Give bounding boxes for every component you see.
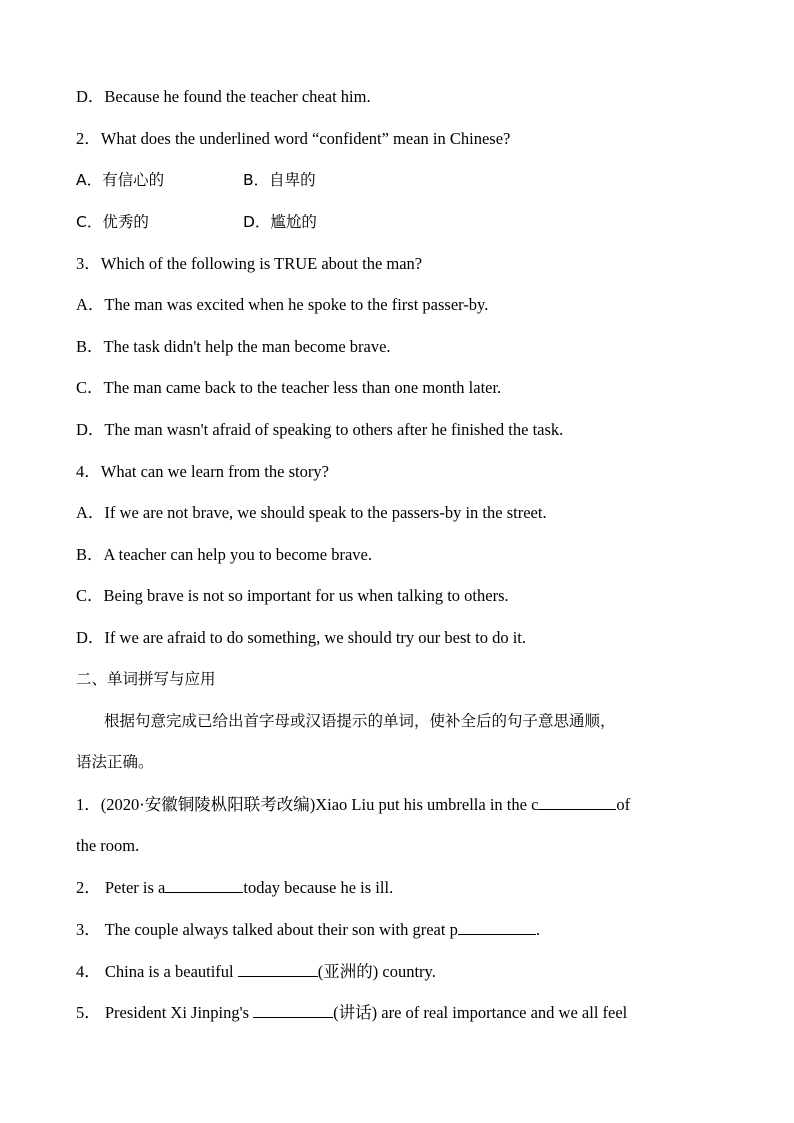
q3-stem: 3．Which of the following is TRUE about the man? — [76, 254, 423, 273]
q4-option-d: D．If we are afraid to do something, we should try our best to do it. — [76, 628, 526, 647]
q4-option-c: C．Being brave is not so important for us when talking to others. — [76, 586, 509, 605]
q3-option-d: D．The man wasn't afraid of speaking to others after he finished the task. — [76, 420, 564, 439]
fill-item-1-blank[interactable] — [538, 793, 616, 810]
section2-instruction-line2: 语法正确。 — [76, 753, 154, 771]
fill-item-5-blank[interactable] — [253, 1001, 333, 1018]
q2-option-b: B．自卑的 — [243, 171, 316, 189]
q3-option-c: C．The man came back to the teacher less than one month later. — [76, 378, 502, 397]
fill-item-3-blank[interactable] — [458, 918, 536, 935]
section2-instruction-line1: 根据句意完成已给出首字母或汉语提示的单词，使补全后的句子意思通顺， — [104, 712, 616, 730]
fill-item-1-continuation: the room. — [76, 836, 140, 855]
q2-option-a: A．有信心的 — [76, 171, 165, 189]
fill-item-4-suffix: (亚洲的) country. — [317, 962, 436, 981]
fill-item-4-blank[interactable] — [238, 960, 318, 977]
fill-item-3 — [76, 918, 718, 941]
fill-item-2-blank[interactable] — [165, 876, 243, 893]
fill-item-2 — [76, 876, 718, 899]
fill-item-2-suffix: today because he is ill. — [243, 878, 394, 897]
q2-option-c: C．优秀的 — [76, 213, 149, 231]
q1-option-d: D．Because he found the teacher cheat him. — [76, 87, 371, 106]
fill-item-1-suffix: of — [616, 795, 631, 814]
fill-item-1-prefix: 1．(2020·安徽铜陵枞阳联考改编)Xiao Liu put his umbrella in the c — [76, 795, 539, 814]
fill-item-4 — [76, 960, 718, 983]
q2-stem: 2．What does the underlined word “confident” mean in Chinese? — [76, 129, 511, 148]
fill-item-5-suffix: (讲话) are of real importance and we all feel — [333, 1003, 628, 1022]
fill-item-3-suffix: . — [535, 920, 540, 939]
fill-item-3-prefix: 3． The couple always talked about their son with great p — [76, 920, 458, 939]
q2-options-row2 — [76, 211, 718, 233]
q3-option-a: A．The man was excited when he spoke to the first passer-by. — [76, 295, 489, 314]
fill-item-5-prefix: 5． President Xi Jinping's — [76, 1003, 254, 1022]
q4-option-b: B．A teacher can help you to become brave. — [76, 545, 372, 564]
fill-item-1 — [76, 793, 718, 816]
q2-options-row1 — [76, 169, 718, 191]
fill-item-5 — [76, 1001, 718, 1024]
fill-item-2-prefix: 2． Peter is a — [76, 878, 166, 897]
q4-stem: 4．What can we learn from the story? — [76, 462, 329, 481]
fill-item-4-prefix: 4． China is a beautiful — [76, 962, 238, 981]
section2-heading: 二、单词拼写与应用 — [76, 670, 216, 688]
q2-option-d: D．尴尬的 — [243, 213, 317, 231]
q4-option-a: A．If we are not brave, we should speak to the passers-by in the street. — [76, 503, 547, 522]
q3-option-b: B．The task didn't help the man become brave. — [76, 337, 391, 356]
